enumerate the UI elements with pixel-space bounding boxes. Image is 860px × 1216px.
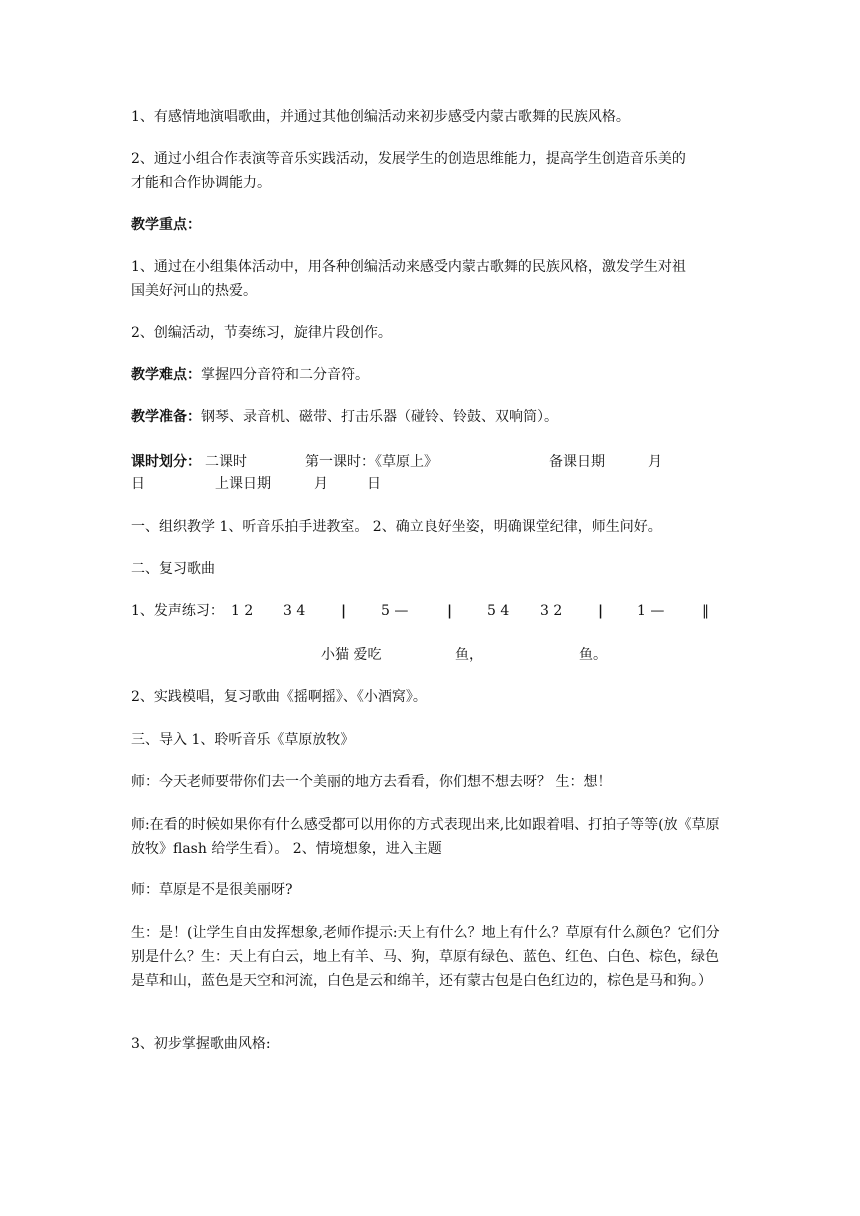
section-1-organize: 一、组织教学 1、听音乐拍手进教室。 2、确立良好坐姿，明确课堂纪律，师生问好。 — [131, 519, 662, 535]
practice-singing: 2、实践模唱，复习歌曲《摇啊摇》、《小酒窝》。 — [131, 689, 427, 705]
note-group-2: 3 4 — [283, 603, 306, 619]
vocal-exercise-label: 1、发声练习： — [131, 603, 224, 619]
key-point-1-line-1: 1、通过在小组集体活动中，用各种创编活动来感受内蒙古歌舞的民族风格，激发学生对祖 — [131, 259, 686, 275]
key-points-heading: 教学重点： — [131, 217, 201, 233]
objective-2-line-1: 2、通过小组合作表演等音乐实践活动，发展学生的创造思维能力，提高学生创造音乐美的 — [131, 151, 686, 167]
schedule-sessions: 二课时 — [205, 454, 247, 470]
lyrics-line — [131, 643, 731, 667]
difficulty-text: 掌握四分音符和二分音符。 — [201, 367, 369, 383]
key-point-1-line-2: 国美好河山的热爱。 — [131, 283, 257, 299]
preparation-text: 钢琴、录音机、磁带、打击乐器（碰铃、铃鼓、双响筒）。 — [201, 409, 558, 425]
objective-1: 1、有感情地演唱歌曲，并通过其他创编活动来初步感受内蒙古歌舞的民族风格。 — [131, 109, 630, 125]
bar-line-2: | — [447, 603, 453, 619]
key-point-2: 2、创编活动，节奏练习，旋律片段创作。 — [131, 325, 392, 341]
schedule-class-month: 月 — [314, 476, 328, 492]
lyric-3: 鱼。 — [579, 647, 607, 663]
preparation-line — [131, 405, 731, 429]
note-group-1: 1 2 — [231, 603, 254, 619]
schedule-prep-day: 日 — [131, 476, 145, 492]
teacher-line-2: 师:在看的时候如果你有什么感受都可以用你的方式表现出来,比如跟着唱、打拍子等等(放《草原放牧》flash 给学生看）。 2、情境想象，进入主题 — [131, 817, 720, 857]
schedule-line-1 — [131, 450, 731, 474]
bar-line-3: | — [598, 603, 604, 619]
schedule-prep-date: 备课日期 — [549, 454, 605, 470]
lyric-2: 鱼， — [455, 647, 483, 663]
vocal-exercise-line — [131, 599, 731, 623]
section-3-intro: 三、导入 1、聆听音乐《草原放牧》 — [131, 732, 355, 748]
note-group-4: 5 4 — [487, 603, 510, 619]
objective-2-line-2: 才能和合作协调能力。 — [131, 175, 271, 191]
section-3-style: 3、初步掌握歌曲风格: — [131, 1036, 271, 1052]
note-group-3: 5 — — [381, 603, 409, 619]
schedule-first-lesson: 第一课时：《草原上》 — [305, 454, 438, 470]
end-bar-line: ‖ — [702, 603, 709, 619]
difficulty-label: 教学难点： — [131, 367, 201, 383]
schedule-class-day: 日 — [367, 476, 381, 492]
lyric-1: 小猫 爱吃 — [321, 647, 382, 663]
schedule-prep-month: 月 — [648, 454, 662, 470]
schedule-line-2 — [131, 472, 731, 496]
bar-line-1: | — [341, 603, 347, 619]
preparation-label: 教学准备： — [131, 409, 201, 425]
teacher-line-1: 师：今天老师要带你们去一个美丽的地方去看看，你们想不想去呀？ 生：想！ — [131, 774, 612, 790]
note-group-6: 1 — — [637, 603, 665, 619]
schedule-label: 课时划分： — [131, 454, 201, 470]
student-answer: 生：是！(让学生自由发挥想象,老师作提示:天上有什么？地上有什么？草原有什么颜色？它们分别是什么？生：天上有白云，地上有羊、马、狗，草原有绿色、蓝色、红色、白色、棕色，绿色是草和山，蓝色是天空和河流，白色是云和绵羊，还有蒙古包是白色红边的，棕色是马和狗。） — [131, 925, 720, 989]
schedule-class-date: 上课日期 — [215, 476, 271, 492]
note-group-5: 3 2 — [540, 603, 563, 619]
teacher-line-3: 师：草原是不是很美丽呀? — [131, 882, 293, 898]
difficulty-line — [131, 363, 731, 387]
section-2-review: 二、复习歌曲 — [131, 561, 215, 577]
